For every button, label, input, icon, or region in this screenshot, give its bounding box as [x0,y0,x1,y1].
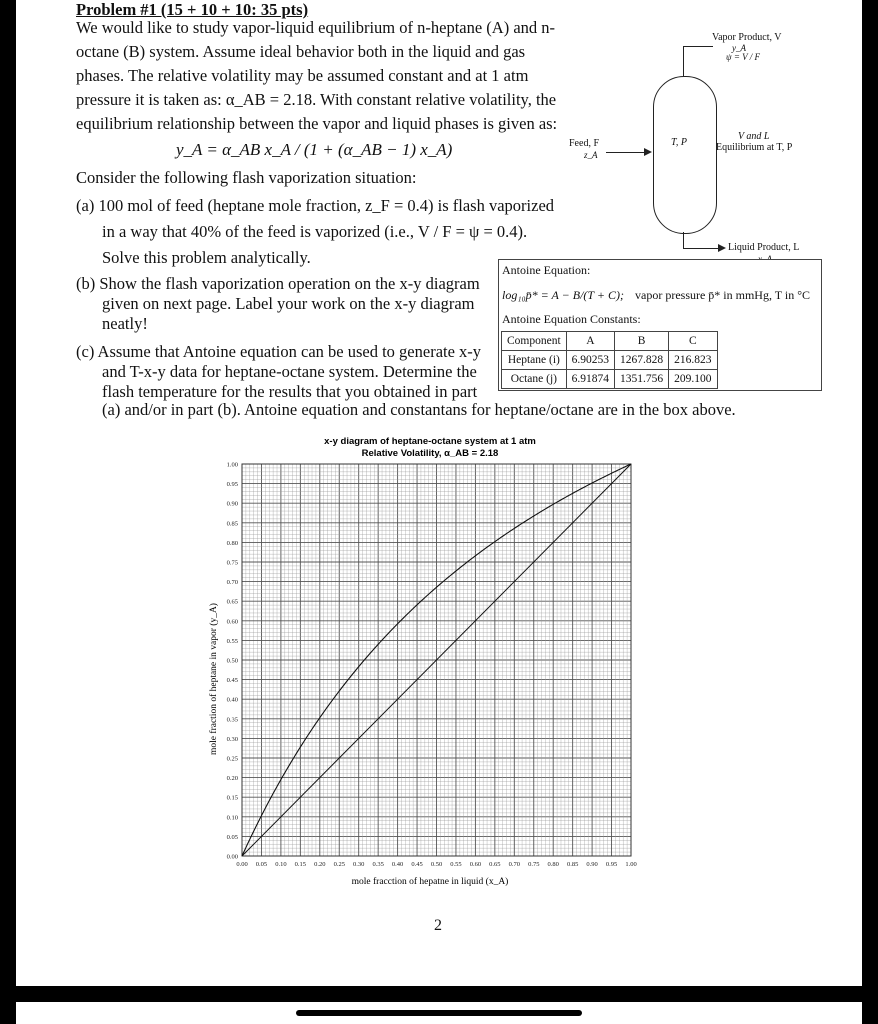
x-tick-label: 0.70 [508,861,520,868]
table-header: Component [502,332,567,351]
feed-label: Feed, F [569,138,599,149]
table-row [502,370,718,389]
home-indicator[interactable] [296,1010,582,1016]
intro-line: equilibrium relationship between the vapor and liquid phases is given as: [76,114,558,133]
part-c-line: flash temperature for the results that you obtained in part [102,382,478,401]
y-tick-label: 0.05 [226,833,238,841]
x-tick-label: 0.65 [489,861,501,868]
x-tick-label: 0.10 [275,861,287,868]
y-tick-label: 0.10 [226,814,238,822]
intro-line: pressure it is taken as: α_AB = 2.18. With constant relative volatility, the [76,90,557,109]
y-tick-label: 0.45 [226,677,238,685]
x-tick-label: 0.20 [314,861,326,868]
part-a-line: (a) 100 mol of feed (heptane mole fraction, z_F = 0.4) is flash vaporized [76,196,555,215]
antoine-title: Antoine Equation: [502,263,591,277]
x-tick-label: 0.45 [411,861,423,868]
part-c-line: and T-x-y data for heptane-octane system. Determine the [102,362,477,381]
y-tick-label: 0.00 [226,853,238,861]
chart-title: x-y diagram of heptane-octane system at 1 atm [324,436,536,447]
liquid-product-label: Liquid Product, L [728,242,800,253]
part-a-line: Solve this problem analytically. [102,248,311,267]
table-cell: Heptane (i) [502,351,567,370]
x-tick-label: 0.55 [450,861,462,868]
antoine-equation: log₁₀p̄* = A − B/(T + C); [502,288,624,302]
table-header: A [566,332,614,351]
table-cell: Octane (j) [502,370,567,389]
vapor-pipe [683,46,684,76]
y-tick-label: 0.95 [226,481,238,489]
y-tick-label: 1.00 [226,461,238,469]
y-tick-label: 0.15 [226,794,238,802]
consider-text: Consider the following flash vaporization situation: [76,168,417,187]
intro-line: octane (B) system. Assume ideal behavior both in the liquid and gas [76,42,526,61]
x-tick-label: 0.25 [333,861,345,868]
document-page [16,0,862,986]
tp-label: T, P [671,137,687,148]
antoine-constants-table [501,331,718,389]
x-tick-label: 0.40 [391,861,404,868]
y-tick-label: 0.75 [226,559,238,567]
table-header: B [615,332,669,351]
intro-line: We would like to study vapor-liquid equilibrium of n-heptane (A) and n- [76,18,556,37]
y-tick-label: 0.25 [226,755,238,763]
vle-equation: y_A = α_AB x_A / (1 + (α_AB − 1) x_A) [176,140,453,159]
vapor-pipe-horizontal [683,46,713,47]
y-tick-label: 0.40 [226,696,238,704]
feed-arrow-icon [644,148,652,156]
y-tick-label: 0.60 [226,618,238,626]
table-header-row [502,332,718,351]
x-tick-label: 0.80 [547,861,559,868]
x-tick-label: 0.60 [469,861,482,868]
antoine-units: vapor pressure p̄* in mmHg, T in °C [635,288,811,302]
y-tick-label: 0.85 [226,520,238,528]
x-tick-label: 0.05 [255,861,268,868]
x-tick-label: 0.35 [372,861,384,868]
liquid-pipe-horizontal [683,248,719,249]
y-tick-label: 0.30 [226,735,238,743]
part-b-line: (b) Show the flash vaporization operation on the x-y diagram [76,274,480,293]
y-tick-label: 0.50 [226,657,238,665]
y-axis-label: mole fraction of heptane in vapor (y_A) [209,603,219,755]
xy-diagram-chart [186,432,666,902]
x-tick-label: 0.90 [586,861,598,868]
antoine-constants-title: Antoine Equation Constants: [502,312,641,326]
table-cell: 6.91874 [566,370,614,389]
table-cell: 6.90253 [566,351,614,370]
liquid-pipe [683,232,684,248]
part-b-line: neatly! [102,314,148,333]
table-cell: 216.823 [669,351,717,370]
y-tick-label: 0.70 [226,579,238,587]
y-tick-label: 0.80 [226,539,238,547]
table-row [502,351,718,370]
x-tick-label: 0.50 [430,861,443,868]
y-tick-label: 0.90 [226,500,238,508]
chart-subtitle: Relative Volatility, α_AB = 2.18 [361,448,499,459]
x-tick-label: 0.30 [353,861,365,868]
liquid-arrow-icon [718,244,726,252]
part-c-line: (c) Assume that Antoine equation can be used to generate x-y [76,342,482,361]
y-tick-label: 0.35 [226,716,238,724]
x-tick-label: 0.15 [294,861,307,868]
y-tick-label: 0.55 [226,637,238,645]
vapor-sub-label: y_A [732,43,746,53]
intro-line: phases. The relative volatility may be assumed constant and at 1 atm [76,66,529,85]
feed-pipe [606,152,644,153]
table-header: C [669,332,717,351]
table-cell: 1351.756 [615,370,669,389]
flash-drum [653,76,717,234]
table-cell: 1267.828 [615,351,669,370]
table-cell: 209.100 [669,370,717,389]
y-tick-label: 0.65 [226,598,238,606]
part-c-line: (a) and/or in part (b). Antoine equation and constantans for heptane/octane are in the box above. [102,400,736,419]
x-tick-label: 1.00 [625,861,637,868]
x-tick-label: 0.95 [605,861,618,868]
equilibrium-label-1: V and L [738,131,770,142]
psi-label: ψ = V / F [726,52,760,62]
x-tick-label: 0.75 [528,861,540,868]
x-tick-label: 0.00 [236,861,248,868]
problem-title: Problem #1 (15 + 10 + 10: 35 pts) [76,0,309,19]
y-tick-label: 0.20 [226,775,238,783]
feed-sub-label: z_A [584,150,598,160]
part-b-line: given on next page. Label your work on the x-y diagram [102,294,475,313]
equilibrium-label-2: Equilibrium at T, P [716,142,793,153]
part-a-line: in a way that 40% of the feed is vaporized (i.e., V / F = ψ = 0.4). [102,222,528,241]
x-tick-label: 0.85 [566,861,579,868]
vapor-product-label: Vapor Product, V [712,32,782,43]
x-axis-label: mole fracction of hepatne in liquid (x_A) [351,877,509,887]
page-number: 2 [434,917,442,934]
